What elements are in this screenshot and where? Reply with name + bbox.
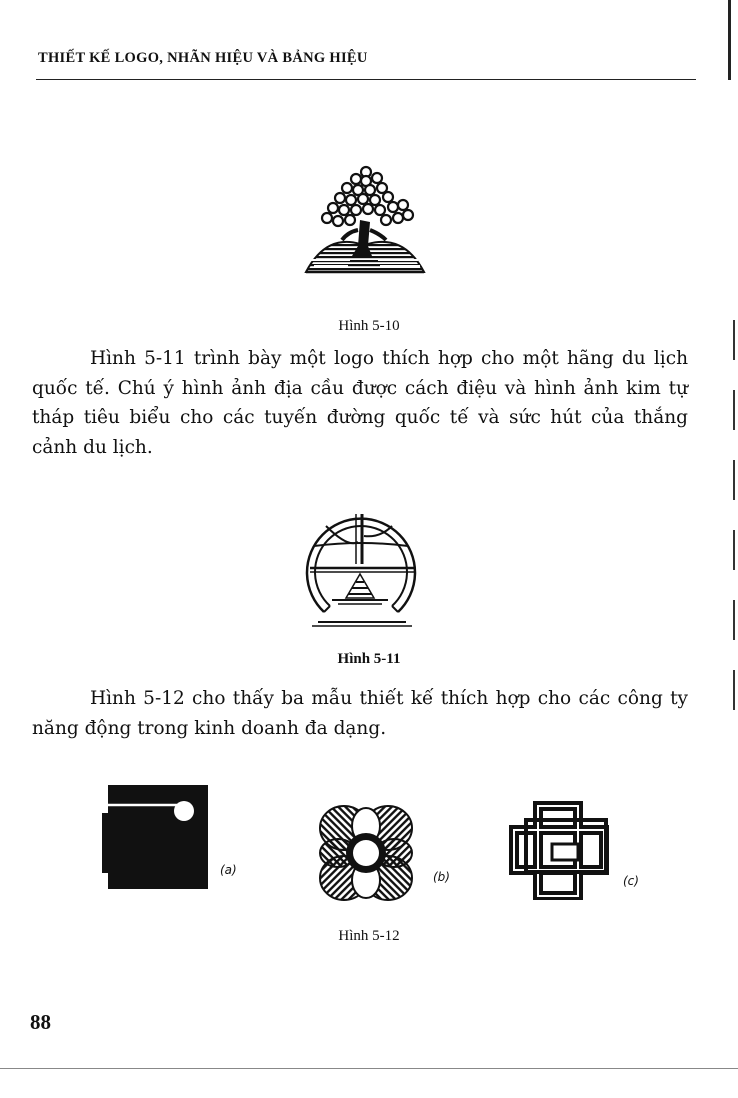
- figure-caption: Hình 5-11: [337, 651, 401, 667]
- interlocking-squares-logo: [508, 800, 614, 900]
- globe-pyramid-logo: [296, 508, 424, 632]
- running-header: THIẾT KẾ LOGO, NHÃN HIỆU VÀ BẢNG HIỆU: [38, 50, 368, 66]
- body-paragraph: Hình 5-11 trình bày một logo thích hợp cho một hãng du lịch quốc tế. Chú ý hình ảnh địa cầu được cách điệu và hình ảnh kim tự tháp tiêu biểu cho các tuyến đường quốc tế và sức hút của thắng cảnh du lịch.: [32, 348, 688, 458]
- bottom-rule: [0, 1068, 738, 1069]
- body-paragraph: Hình 5-12 cho thấy ba mẫu thiết kế thích hợp cho các công ty năng động trong kinh doanh đa dạng.: [32, 688, 688, 739]
- figure-sublabel: (a): [220, 863, 237, 877]
- tree-on-hill-logo: [300, 160, 430, 278]
- hatched-flower-logo: [312, 800, 420, 906]
- figure-sublabel: (c): [623, 874, 639, 888]
- page-edge-mark: [728, 0, 731, 80]
- figure-caption: Hình 5-12: [338, 928, 400, 944]
- header-rule: [36, 79, 696, 80]
- page-number: 88: [30, 1010, 51, 1034]
- page-edge-mark: [733, 320, 735, 740]
- black-square-with-circle-logo: [100, 783, 212, 891]
- figure-sublabel: (b): [433, 870, 450, 884]
- figure-caption: Hình 5-10: [338, 318, 400, 334]
